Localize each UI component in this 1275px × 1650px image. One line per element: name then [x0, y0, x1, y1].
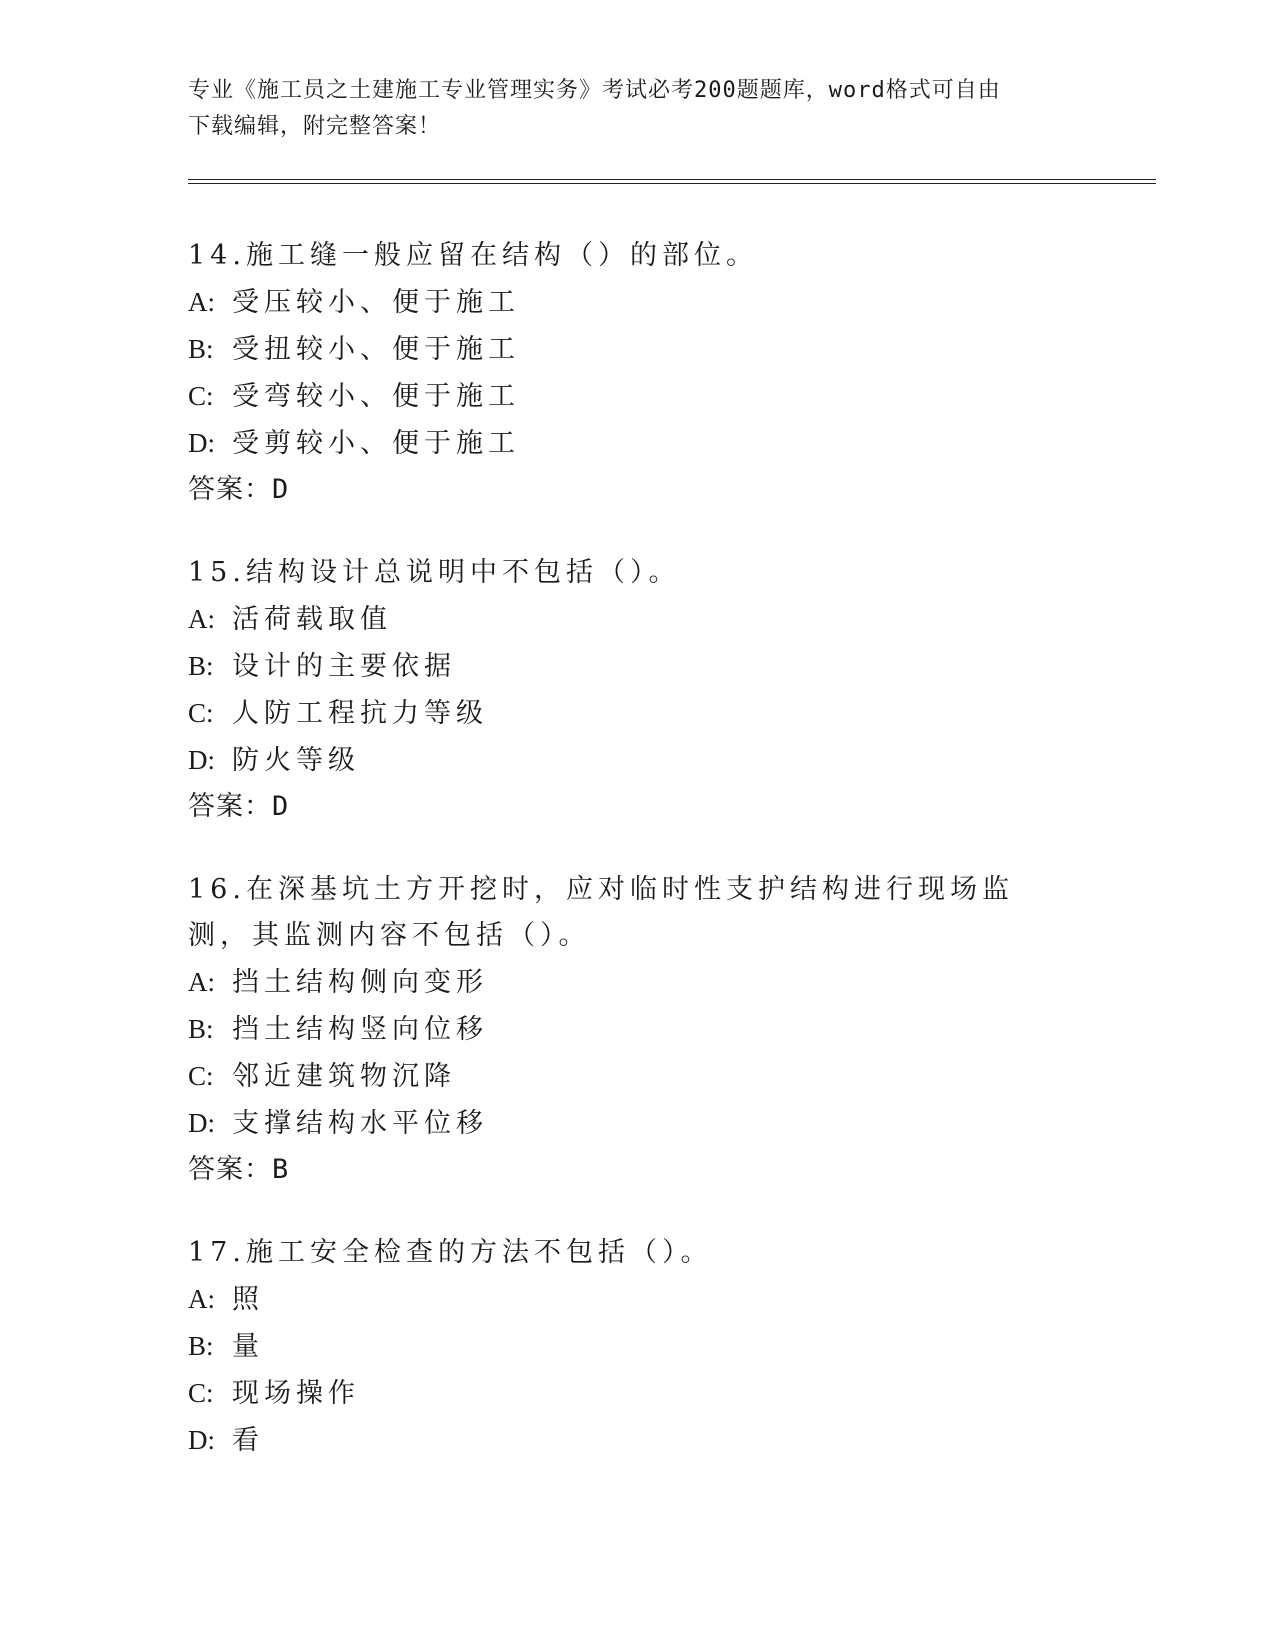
- option-text: 支撑结构水平位移: [232, 1108, 488, 1139]
- option-key: D:: [188, 1425, 215, 1455]
- option-text: 照: [232, 1284, 264, 1315]
- option-d: [188, 420, 1088, 467]
- question-16: [188, 867, 1068, 1193]
- question-stem: 15.结构设计总说明中不包括（）。: [188, 557, 681, 588]
- answer-value: B: [272, 1154, 290, 1185]
- option-text: 防火等级: [232, 745, 360, 776]
- option-text: 看: [232, 1425, 264, 1456]
- option-key: D:: [188, 745, 215, 775]
- answer-value: D: [272, 791, 290, 822]
- answer-value: D: [272, 474, 290, 505]
- option-c: [188, 690, 1088, 737]
- option-key: A:: [188, 967, 215, 997]
- option-key: D:: [188, 1108, 215, 1138]
- document-header: [188, 73, 1068, 145]
- option-key: C:: [188, 1061, 214, 1091]
- answer-line: [188, 467, 1088, 513]
- option-text: 受压较小、便于施工: [232, 287, 520, 318]
- answer-label: 答案：: [188, 1154, 272, 1185]
- header-divider-top: [188, 179, 1156, 180]
- question-stem: 14.施工缝一般应留在结构（）的部位。: [188, 240, 758, 271]
- answer-line: [188, 784, 1088, 830]
- option-key: B:: [188, 651, 214, 681]
- option-b: [188, 1323, 1088, 1370]
- option-a: [188, 596, 1088, 643]
- option-text: 设计的主要依据: [232, 651, 456, 682]
- option-text: 人防工程抗力等级: [232, 698, 488, 729]
- option-a: [188, 279, 1088, 326]
- header-divider-bottom: [188, 183, 1156, 184]
- option-text: 量: [232, 1331, 264, 1362]
- option-text: 挡土结构竖向位移: [232, 1014, 488, 1045]
- option-b: [188, 1006, 1068, 1053]
- option-key: A:: [188, 604, 215, 634]
- option-b: [188, 326, 1088, 373]
- option-text: 挡土结构侧向变形: [232, 967, 488, 998]
- option-text: 邻近建筑物沉降: [232, 1061, 456, 1092]
- header-line-1: 专业《施工员之土建施工专业管理实务》考试必考200题题库，word格式可自由: [188, 78, 1001, 103]
- option-c: [188, 1370, 1088, 1417]
- option-c: [188, 1053, 1068, 1100]
- question-stem: 17.施工安全检查的方法不包括（）。: [188, 1237, 713, 1268]
- option-key: A:: [188, 287, 215, 317]
- option-b: [188, 643, 1088, 690]
- header-line-2: 下载编辑，附完整答案！: [188, 114, 442, 139]
- option-a: [188, 959, 1068, 1006]
- question-stem: 16.在深基坑土方开挖时，应对临时性支护结构进行现场监测，其监测内容不包括（）。: [188, 874, 1014, 951]
- answer-label: 答案：: [188, 791, 272, 822]
- option-text: 受弯较小、便于施工: [232, 381, 520, 412]
- option-key: A:: [188, 1284, 215, 1314]
- option-text: 受扭较小、便于施工: [232, 334, 520, 365]
- question-14: [188, 233, 1088, 513]
- option-key: C:: [188, 698, 214, 728]
- answer-line: [188, 1147, 1068, 1193]
- option-d: [188, 1417, 1088, 1464]
- question-17: [188, 1230, 1088, 1464]
- option-key: B:: [188, 1331, 214, 1361]
- option-key: C:: [188, 1378, 214, 1408]
- option-d: [188, 737, 1088, 784]
- option-d: [188, 1100, 1068, 1147]
- option-key: C:: [188, 381, 214, 411]
- option-text: 受剪较小、便于施工: [232, 428, 520, 459]
- option-key: B:: [188, 1014, 214, 1044]
- answer-label: 答案：: [188, 474, 272, 505]
- option-text: 现场操作: [232, 1378, 360, 1409]
- option-text: 活荷载取值: [232, 604, 392, 635]
- option-a: [188, 1276, 1088, 1323]
- option-c: [188, 373, 1088, 420]
- option-key: B:: [188, 334, 214, 364]
- option-key: D:: [188, 428, 215, 458]
- question-15: [188, 550, 1088, 830]
